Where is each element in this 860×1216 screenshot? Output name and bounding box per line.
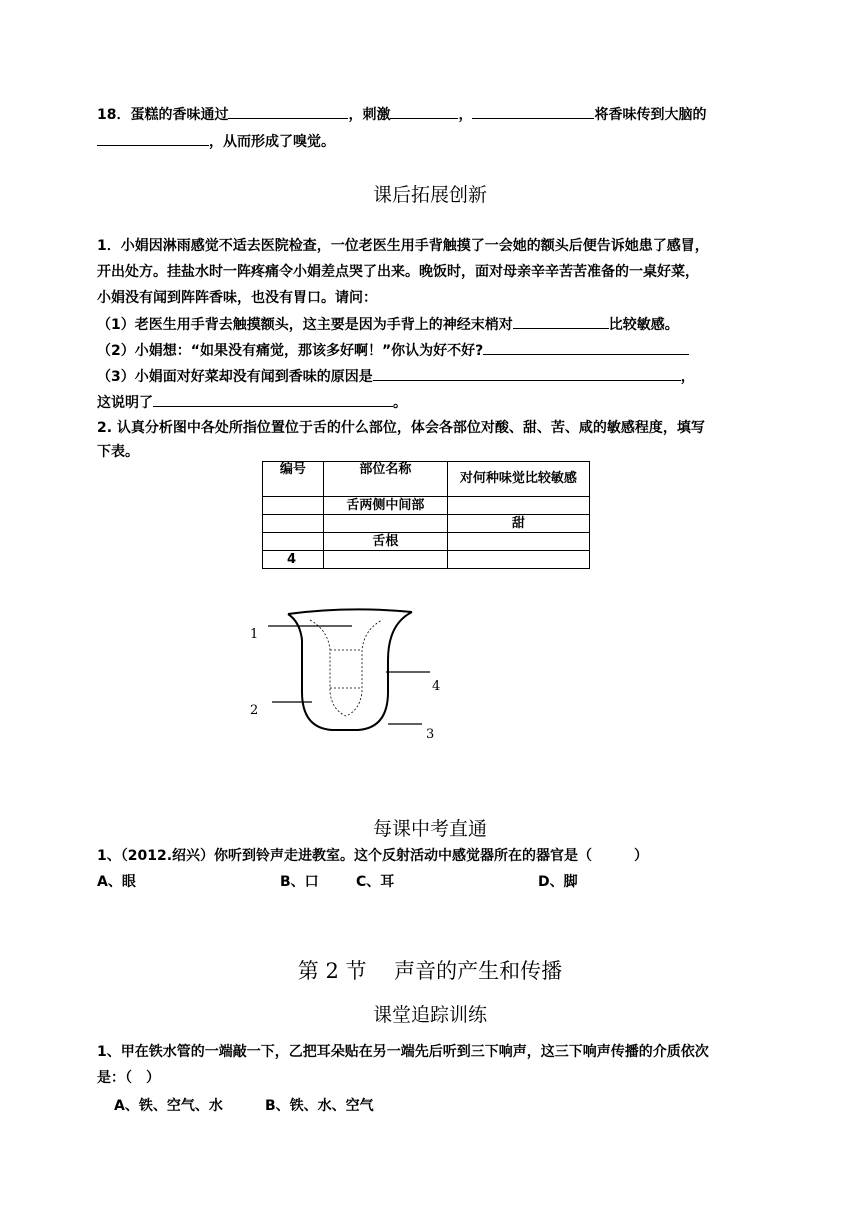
tongue-diagram: [240, 600, 460, 750]
tongue-taste-table: [262, 461, 590, 569]
ext-q1-sub3-cont: [97, 392, 407, 413]
table-header-cell: 部位名称: [323, 462, 447, 497]
exam-q1-option-a[interactable]: A、眼: [97, 874, 136, 890]
q18-blank-1[interactable]: [228, 104, 348, 119]
q18-line1: [97, 104, 706, 125]
table-cell[interactable]: [447, 533, 589, 551]
table-row: [263, 497, 590, 515]
label-2: 2: [250, 703, 259, 718]
table-row: [263, 533, 590, 551]
exam-q1-option-b[interactable]: B、口: [280, 874, 319, 890]
ext-q1-sub3-blank-2[interactable]: [153, 392, 393, 407]
table-cell[interactable]: [263, 533, 324, 551]
table-cell: 4: [263, 551, 324, 569]
ext-q1-sub3-blank[interactable]: [373, 366, 681, 381]
table-cell[interactable]: [323, 551, 447, 569]
ext-q1-sub1-text: （1）老医生用手背去触摸额头，这主要是因为手背上的神经末梢对: [97, 317, 513, 333]
q18-blank-2[interactable]: [390, 104, 458, 119]
ext-q1-line1: 1．小娟因淋雨感觉不适去医院检查，一位老医生用手背触摸了一会她的额头后便告诉她患了感冒，: [97, 238, 709, 254]
q18-blank-3[interactable]: [472, 104, 594, 119]
table-cell: 甜: [447, 515, 589, 533]
ext-q1-sub2: [97, 340, 689, 361]
ext-q1-line3: 小娟没有闻到阵阵香味，也没有胃口。请问：: [97, 290, 377, 306]
q18-text-2: ，刺激: [348, 107, 391, 123]
class-q1-line1: 1、甲在铁水管的一端敲一下，乙把耳朵贴在另一端先后听到三下响声，这三下响声传播的介质依次: [97, 1044, 709, 1060]
table-header-row: [263, 462, 590, 497]
ext-q2-line2: 下表。: [97, 444, 139, 460]
ext-q2-line1: 2. 认真分析图中各处所指位置位于舌的什么部位，体会各部位对酸、甜、苦、咸的敏感程度，填写: [97, 420, 705, 436]
ext-q1-sub3-comma: ，: [680, 369, 695, 385]
q18-line2: [97, 131, 335, 152]
table-cell[interactable]: [447, 551, 589, 569]
ext-q1-sub2-text: （2）小娟想：“如果没有痛觉，那该多好啊！”你认为好不好?: [97, 343, 484, 359]
table-cell[interactable]: [447, 497, 589, 515]
label-pointers: [268, 626, 430, 724]
label-4: 4: [432, 679, 441, 694]
table-header-cell: 对何种味觉比较敏感: [447, 462, 589, 497]
class-q1-line2: 是：（ ）: [97, 1070, 160, 1086]
table-cell[interactable]: [323, 515, 447, 533]
q18-text-4: 将香味传到大脑的: [594, 107, 707, 123]
table-row: [263, 551, 590, 569]
ext-q1-sub1-tail: 比较敏感。: [608, 317, 679, 333]
table-header-cell: 编号: [263, 462, 324, 497]
tongue-region-lines: [310, 620, 382, 716]
ext-q1-sub1-blank[interactable]: [513, 314, 609, 329]
class-q1-option-b[interactable]: B、铁、水、空气: [265, 1098, 374, 1114]
table-cell: 舌两侧中间部: [323, 497, 447, 515]
table-cell[interactable]: [263, 497, 324, 515]
section-extension-title: 课后拓展创新: [372, 184, 487, 206]
ext-q1-sub3-explain: 这说明了: [97, 395, 153, 411]
q18-text-1: 18．蛋糕的香味通过: [97, 107, 229, 123]
ext-q1-line2: 开出处方。挂盐水时一阵疼痛令小娟差点哭了出来。晚饭时，面对母亲辛辛苦苦准备的一桌好菜，: [97, 264, 699, 280]
table-cell: 舌根: [323, 533, 447, 551]
ext-q1-sub3-text: （3）小娟面对好菜却没有闻到香味的原因是: [97, 369, 373, 385]
tongue-outline: [288, 609, 412, 730]
ext-q1-sub3: [97, 366, 695, 387]
exam-q1-option-d[interactable]: D、脚: [538, 874, 578, 890]
ext-q1-sub1: [97, 314, 679, 335]
q18-text-5: ，从而形成了嗅觉。: [209, 134, 335, 150]
ext-q1-sub2-blank[interactable]: [483, 340, 689, 355]
q18-text-3: ，: [458, 107, 473, 123]
chapter-title: 第 2 节 声音的产生和传播: [297, 959, 563, 983]
exam-q1-option-c[interactable]: C、耳: [356, 874, 395, 890]
table-row: [263, 515, 590, 533]
class-q1-option-a[interactable]: A、铁、空气、水: [114, 1098, 223, 1114]
exam-q1-stem: 1、（2012.绍兴）你听到铃声走进教室。这个反射活动中感觉器所在的器官是（ ）: [97, 848, 649, 864]
q18-blank-4[interactable]: [97, 131, 209, 146]
table-cell[interactable]: [263, 515, 324, 533]
section-class-title: 课堂追踪训练: [372, 1004, 487, 1026]
ext-q1-sub3-end: 。: [393, 395, 407, 411]
label-3: 3: [426, 727, 435, 742]
label-1: 1: [250, 627, 259, 642]
section-exam-title: 每课中考直通: [372, 818, 487, 840]
